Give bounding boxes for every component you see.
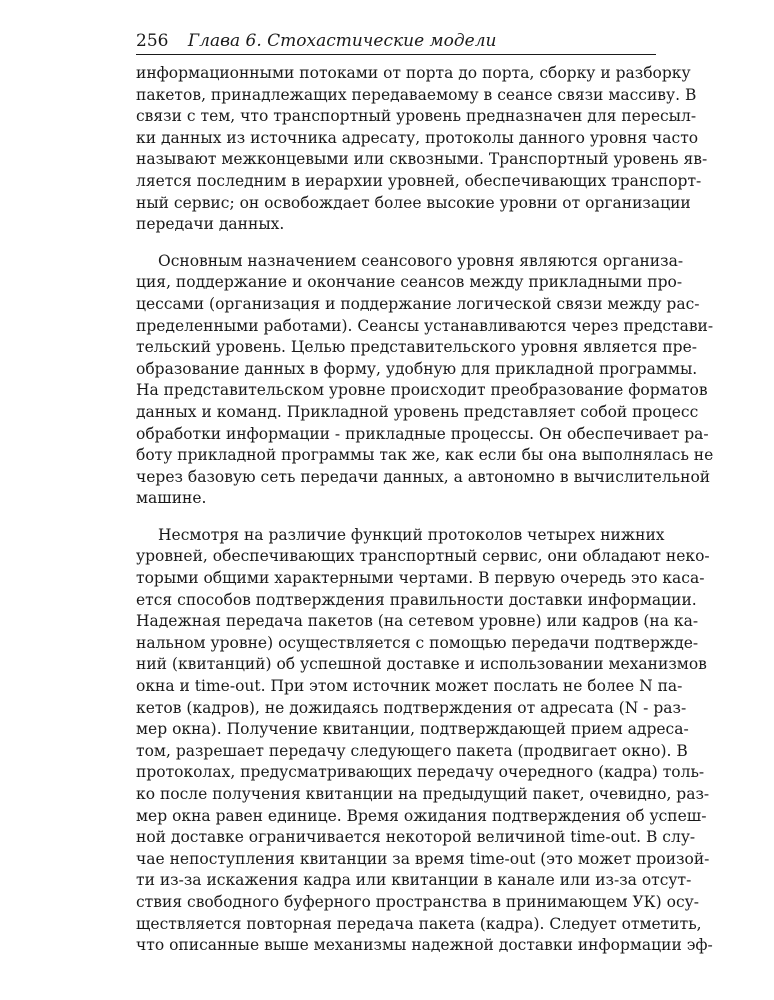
paragraph-1: [136, 63, 708, 236]
text-line: ляется последним в иерархии уровней, обеспечивающих транспорт-: [136, 171, 702, 190]
text-line: называют межконцевыми или сквозными. Транспортный уровень яв-: [136, 150, 708, 169]
paragraph-3: [136, 525, 713, 957]
running-head: Глава 6. Стохастические модели: [187, 31, 497, 51]
text-line: нальном уровне) осуществляется с помощью передачи подтвержде-: [136, 633, 699, 652]
text-line: чае непоступления квитанции за время time-out (это может произой-: [136, 849, 710, 868]
text-line: машине.: [136, 489, 207, 508]
text-line: ется способов подтверждения правильности доставки информации.: [136, 590, 697, 609]
text-line: Надежная передача пакетов (на сетевом уровне) или кадров (на ка-: [136, 612, 699, 631]
text-line: боту прикладной программы так же, как если бы она выполнялась не: [136, 446, 714, 465]
text-line: ти из-за искажения кадра или квитанции в канале или из-за отсут-: [136, 871, 692, 890]
text-line: данных и команд. Прикладной уровень представляет собой процесс: [136, 402, 699, 421]
page-number: 256: [136, 31, 169, 51]
text-line: уровней, обеспечивающих транспортный сервис, они обладают неко-: [136, 547, 710, 566]
text-line: На представительском уровне происходит преобразование форматов: [136, 381, 708, 400]
text-line: мер окна равен единице. Время ожидания подтверждения об успеш-: [136, 806, 707, 825]
text-line: Несмотря на различие функций протоколов четырех нижних: [158, 525, 665, 544]
text-line: Основным назначением сеансового уровня являются организа-: [158, 251, 684, 270]
text-line: пределенными работами). Сеансы устанавливаются через представи-: [136, 316, 714, 335]
text-line: информационными потоками от порта до порта, сборку и разборку: [136, 64, 691, 82]
text-line: ществляется повторная передача пакета (кадра). Следует отметить,: [136, 914, 702, 933]
text-line: мер окна). Получение квитанции, подтверждающей прием адреса-: [136, 720, 689, 739]
text-line: ный сервис; он освобождает более высокие уровни от организации: [136, 193, 691, 212]
text-line: тельский уровень. Целью представительского уровня является пре-: [136, 338, 697, 357]
text-line: что описанные выше механизмы надежной доставки информации эф-: [136, 936, 713, 955]
text-line: обработки информации - прикладные процессы. Он обеспечивает ра-: [136, 424, 709, 443]
text-line: ний (квитанций) об успешной доставке и использовании механизмов: [136, 655, 707, 674]
text-line: через базовую сеть передачи данных, а автономно в вычислительной: [136, 467, 711, 486]
text-line: протоколах, предусматривающих передачу очередного (кадра) толь-: [136, 763, 705, 782]
text-line: ко после получения квитанции на предыдущий пакет, очевидно, раз-: [136, 785, 710, 803]
text-line: окна и time-out. При этом источник может послать не более N па-: [136, 677, 683, 696]
text-line: передачи данных.: [136, 215, 285, 234]
text-line: ция, поддержание и окончание сеансов между прикладными про-: [136, 273, 683, 292]
page-header: [136, 28, 656, 55]
text-line: кетов (кадров), не дожидаясь подтверждения от адресата (N - раз-: [136, 698, 687, 717]
text-line: торыми общими характерными чертами. В первую очередь это каса-: [136, 569, 705, 588]
text-line: пакетов, принадлежащих передаваемому в сеансе связи массиву. В: [136, 85, 697, 104]
paragraph-2: [136, 251, 714, 510]
body-text: [136, 63, 714, 957]
text-line: ки данных из источника адресату, протоколы данного уровня часто: [136, 128, 699, 147]
text-line: связи с тем, что транспортный уровень предназначен для пересыл-: [136, 107, 697, 126]
text-line: образование данных в форму, удобную для прикладной программы.: [136, 359, 698, 378]
text-line: том, разрешает передачу следующего пакета (продвигает окно). В: [136, 741, 688, 760]
text-line: ствия свободного буферного пространства в принимающем УК) осу-: [136, 892, 700, 911]
text-line: цессами (организация и поддержание логической связи между рас-: [136, 294, 700, 313]
text-line: ной доставке ограничивается некоторой величиной time-out. В слу-: [136, 828, 696, 847]
